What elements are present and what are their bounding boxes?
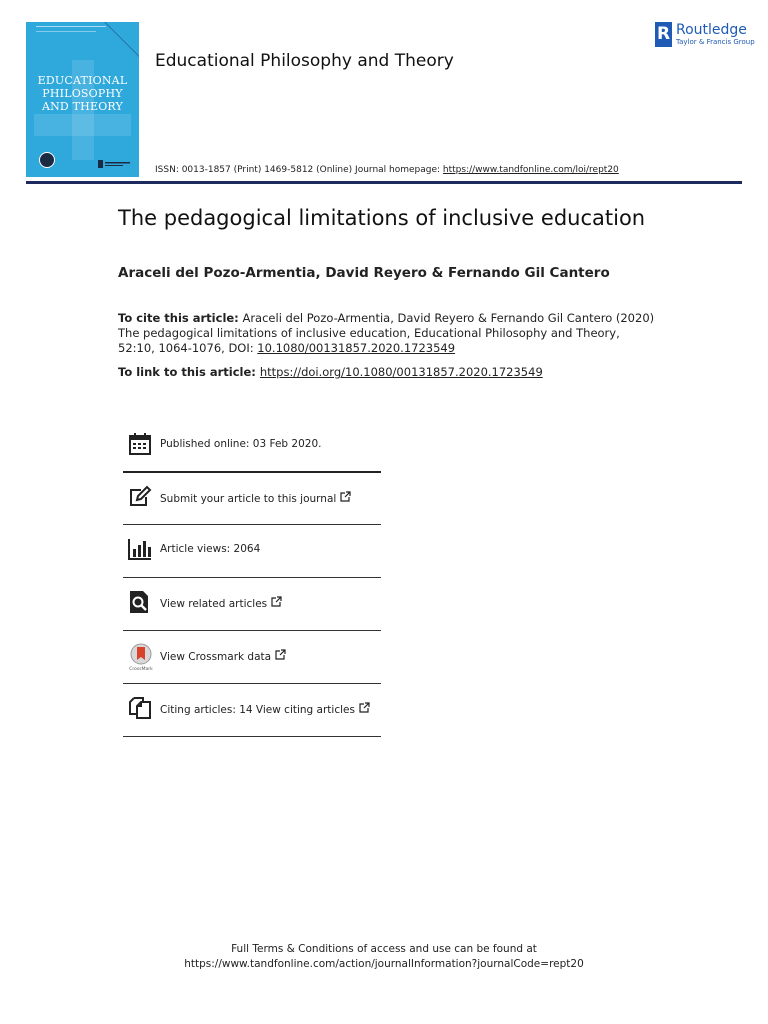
related-articles-label: View related articles (160, 598, 268, 610)
journal-name: Educational Philosophy and Theory (155, 51, 454, 71)
cover-title-line: AND THEORY (41, 100, 124, 113)
related-articles-link[interactable] (160, 596, 282, 610)
article-authors: Araceli del Pozo-Armentia, David Reyero & Fernando Gil Cantero (118, 265, 610, 281)
article-title: The pedagogical limitations of inclusive education (118, 206, 646, 230)
journal-homepage-link[interactable]: https://www.tandfonline.com/loi/rept20 (442, 165, 619, 175)
article-link-line (118, 365, 543, 379)
citing-articles-link[interactable] (160, 702, 370, 716)
cover-publisher-logo (98, 159, 132, 169)
external-link-icon (275, 649, 286, 663)
external-link-icon (271, 596, 282, 610)
info-divider (123, 736, 381, 737)
cover-title (26, 74, 139, 113)
footer-terms-line: Full Terms & Conditions of access and use can be found at (231, 943, 537, 955)
cover-cross-decoration (34, 114, 131, 136)
crossmark-icon (128, 643, 153, 671)
crossmark-row[interactable] (123, 631, 381, 683)
publisher-subtitle: Taylor & Francis Group (676, 38, 755, 46)
publisher-name: Routledge (676, 22, 747, 38)
cover-seal-icon (39, 152, 55, 168)
crossmark-link[interactable] (160, 649, 286, 663)
issn-text: ISSN: 0013-1857 (Print) 1469-5812 (Online) Journal homepage: (155, 165, 443, 175)
citing-articles-label: Citing articles: 14 View citing articles (160, 704, 355, 716)
submit-article-link[interactable] (160, 491, 351, 505)
calendar-icon (128, 432, 152, 456)
header-divider (26, 181, 742, 184)
edit-icon (128, 485, 152, 509)
published-date: Published online: 03 Feb 2020. (160, 438, 322, 450)
external-link-icon (359, 702, 370, 716)
footer-terms-url[interactable]: https://www.tandfonline.com/action/journalInformation?journalCode=rept20 (184, 958, 584, 970)
link-label: To link to this article: (118, 365, 260, 379)
crossmark-badge-text: CrossMark (129, 667, 153, 671)
crossmark-label: View Crossmark data (160, 651, 272, 663)
citing-articles-row[interactable] (123, 684, 381, 736)
copy-icon (128, 696, 152, 720)
bar-chart-icon (128, 537, 152, 561)
published-row (123, 420, 381, 472)
cover-title-line: PHILOSOPHY (42, 87, 123, 100)
article-url-link[interactable]: https://doi.org/10.1080/00131857.2020.1723549 (259, 365, 543, 379)
submit-article-label: Submit your article to this journal (160, 493, 337, 505)
search-document-icon (128, 590, 152, 614)
doi-link[interactable]: 10.1080/00131857.2020.1723549 (257, 341, 456, 355)
cite-text: Araceli del Pozo-Armentia, David Reyero & Fernando Gil Cantero (2020) The pedagogical limitations of inclusive education, Educational Philosophy and Theory, 52:10, 1064-1076, DOI: (118, 311, 655, 355)
footer-terms (0, 942, 768, 972)
cover-title-line: EDUCATIONAL (37, 74, 128, 87)
cover-decoration (36, 26, 106, 30)
external-link-icon (340, 491, 351, 505)
cite-label: To cite this article: (118, 311, 239, 325)
related-articles-row[interactable] (123, 578, 381, 630)
citation-block (118, 311, 658, 356)
article-views-row (123, 525, 381, 577)
journal-cover-image (26, 22, 139, 177)
routledge-logo-icon: R (655, 22, 672, 47)
article-views: Article views: 2064 (160, 543, 261, 555)
submit-article-row[interactable] (123, 473, 381, 525)
issn-line (155, 165, 619, 175)
cover-decoration (36, 31, 96, 33)
